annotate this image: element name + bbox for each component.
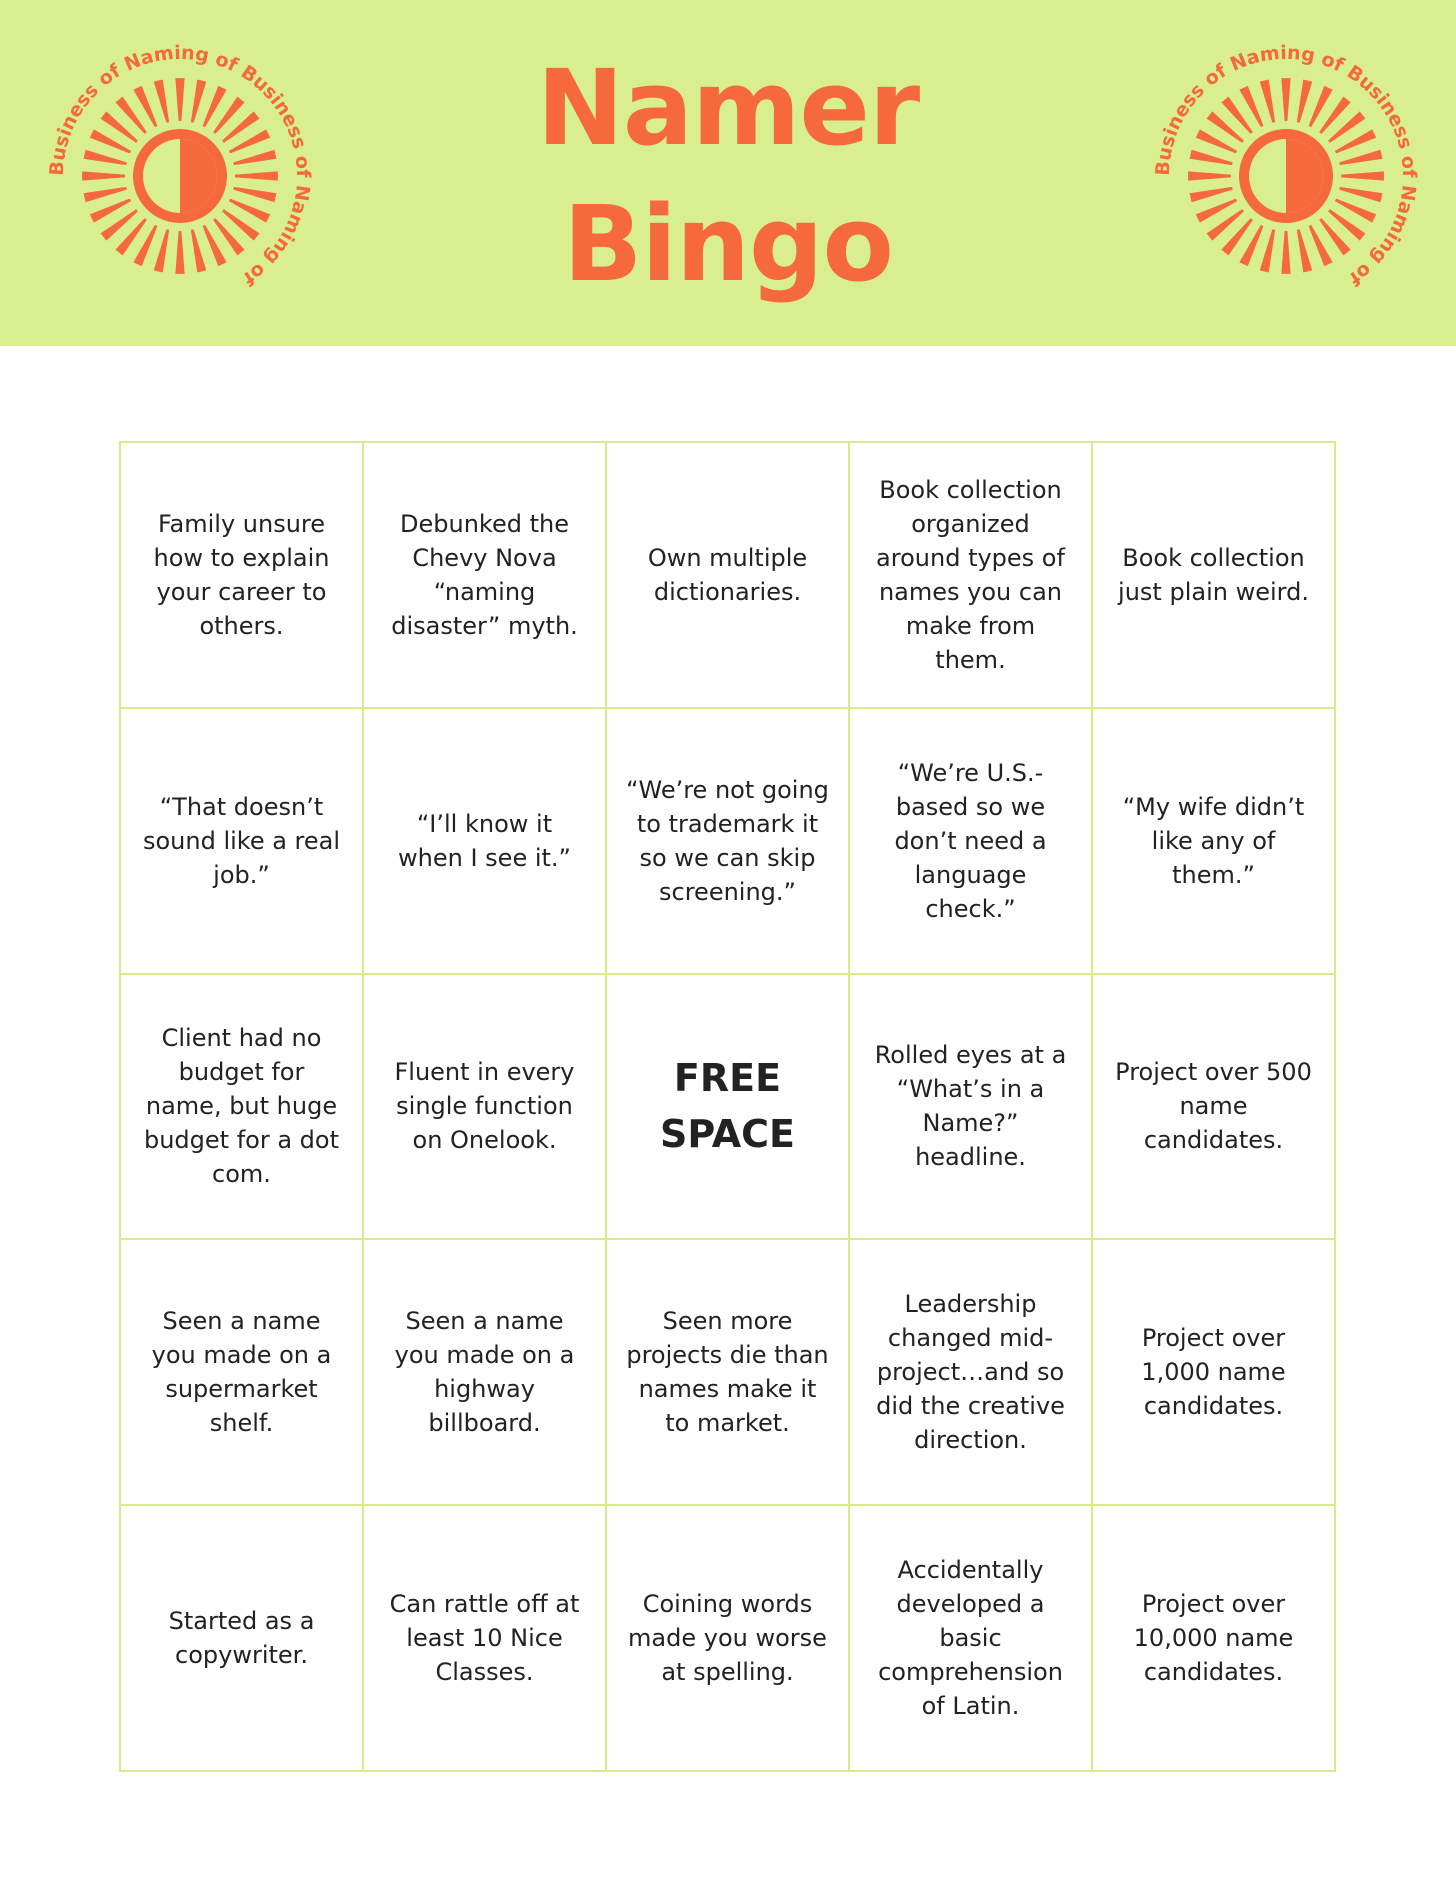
bingo-cell[interactable]	[606, 442, 849, 708]
cell-text: Seen more projects die than names make it to market.	[626, 1307, 829, 1438]
cell-text: Rolled eyes at a “What’s in a Name?” headline.	[874, 1041, 1067, 1172]
bingo-cell[interactable]	[606, 1505, 849, 1771]
sun-ray	[1188, 171, 1231, 180]
free-space-label: FREE SPACE	[660, 1056, 795, 1157]
sun-ray	[1190, 187, 1233, 202]
bingo-cell[interactable]	[849, 708, 1092, 974]
cell-text: Started as a copywriter.	[168, 1607, 315, 1670]
cell-text: Fluent in every single function on Onelook.	[394, 1058, 575, 1155]
cell-text: “I’ll know it when I see it.”	[398, 809, 571, 872]
sun-ray	[1281, 231, 1290, 274]
cell-text: Family unsure how to explain your career to others.	[153, 509, 330, 640]
bingo-cell[interactable]	[1092, 708, 1335, 974]
bingo-cell[interactable]	[849, 1505, 1092, 1771]
bingo-cell[interactable]	[849, 974, 1092, 1240]
sun-ray	[1339, 187, 1382, 202]
sun-ray	[1297, 80, 1312, 123]
bingo-cell[interactable]	[120, 1505, 363, 1771]
cell-text: Own multiple dictionaries.	[647, 543, 808, 606]
svg-text:Business of Naming of Business: Business of Naming of Business of Naming of	[1151, 41, 1421, 290]
sun-seal-logo-right	[1150, 40, 1422, 312]
bingo-cell[interactable]	[363, 442, 606, 708]
bingo-cell[interactable]	[606, 708, 849, 974]
free-space-cell[interactable]	[606, 974, 849, 1240]
cell-text: Debunked the Chevy Nova “naming disaster” myth.	[391, 509, 578, 640]
bingo-grid	[119, 441, 1336, 1772]
cell-text: Seen a name you made on a highway billboard.	[394, 1307, 575, 1438]
cell-text: Book collection just plain weird.	[1118, 543, 1309, 606]
bingo-cell[interactable]	[1092, 1505, 1335, 1771]
title-line-2: Bingo	[563, 183, 893, 305]
bingo-cell[interactable]	[363, 974, 606, 1240]
bingo-cell[interactable]	[120, 1239, 363, 1505]
cell-text: Seen a name you made on a supermarket shelf.	[151, 1307, 332, 1438]
cell-text: “My wife didn’t like any of them.”	[1122, 792, 1305, 889]
bingo-cell[interactable]	[1092, 974, 1335, 1240]
sun-ray	[1339, 150, 1382, 165]
sun-ray	[1281, 78, 1290, 121]
bingo-cell[interactable]	[606, 1239, 849, 1505]
sun-ray	[1260, 80, 1275, 123]
cell-text: Coining words made you worse at spelling.	[628, 1590, 827, 1687]
cell-text: Can rattle off at least 10 Nice Classes.	[389, 1590, 580, 1687]
sun-ray	[1297, 229, 1312, 272]
bingo-cell[interactable]	[363, 1239, 606, 1505]
bingo-cell[interactable]	[120, 708, 363, 974]
cell-text: Accidentally developed a basic comprehension of Latin.	[878, 1556, 1063, 1721]
cell-text: “We’re not going to trademark it so we can skip screening.”	[626, 775, 829, 906]
bingo-cell[interactable]	[1092, 442, 1335, 708]
sun-ray	[1190, 150, 1233, 165]
cell-text: Project over 10,000 name candidates.	[1133, 1590, 1294, 1687]
cell-text: Project over 1,000 name candidates.	[1141, 1324, 1286, 1421]
bingo-cell[interactable]	[363, 1505, 606, 1771]
sun-ray	[1341, 171, 1384, 180]
bingo-cell[interactable]	[1092, 1239, 1335, 1505]
cell-text: Client had no budget for name, but huge budget for a dot com.	[143, 1024, 339, 1189]
svg-text:Business of Naming of Business: Business of Naming of Business of Naming of	[45, 41, 315, 290]
cell-text: “We’re U.S.-based so we don’t need a language check.”	[894, 758, 1047, 923]
title-line-1: Namer	[536, 47, 920, 169]
cell-text: Project over 500 name candidates.	[1115, 1058, 1312, 1155]
sun-seal-icon	[1150, 40, 1422, 312]
cell-text: “That doesn’t sound like a real job.”	[142, 792, 341, 889]
cell-text: Book collection organized around types of names you can make from them.	[876, 475, 1065, 674]
bingo-cell[interactable]	[120, 974, 363, 1240]
cell-text: Leadership changed mid-project…and so did the creative direction.	[876, 1290, 1065, 1455]
header-banner	[0, 0, 1456, 346]
bingo-cell[interactable]	[849, 442, 1092, 708]
bingo-cell[interactable]	[120, 442, 363, 708]
bingo-cell[interactable]	[849, 1239, 1092, 1505]
bingo-cell[interactable]	[363, 708, 606, 974]
sun-ray	[1260, 229, 1275, 272]
